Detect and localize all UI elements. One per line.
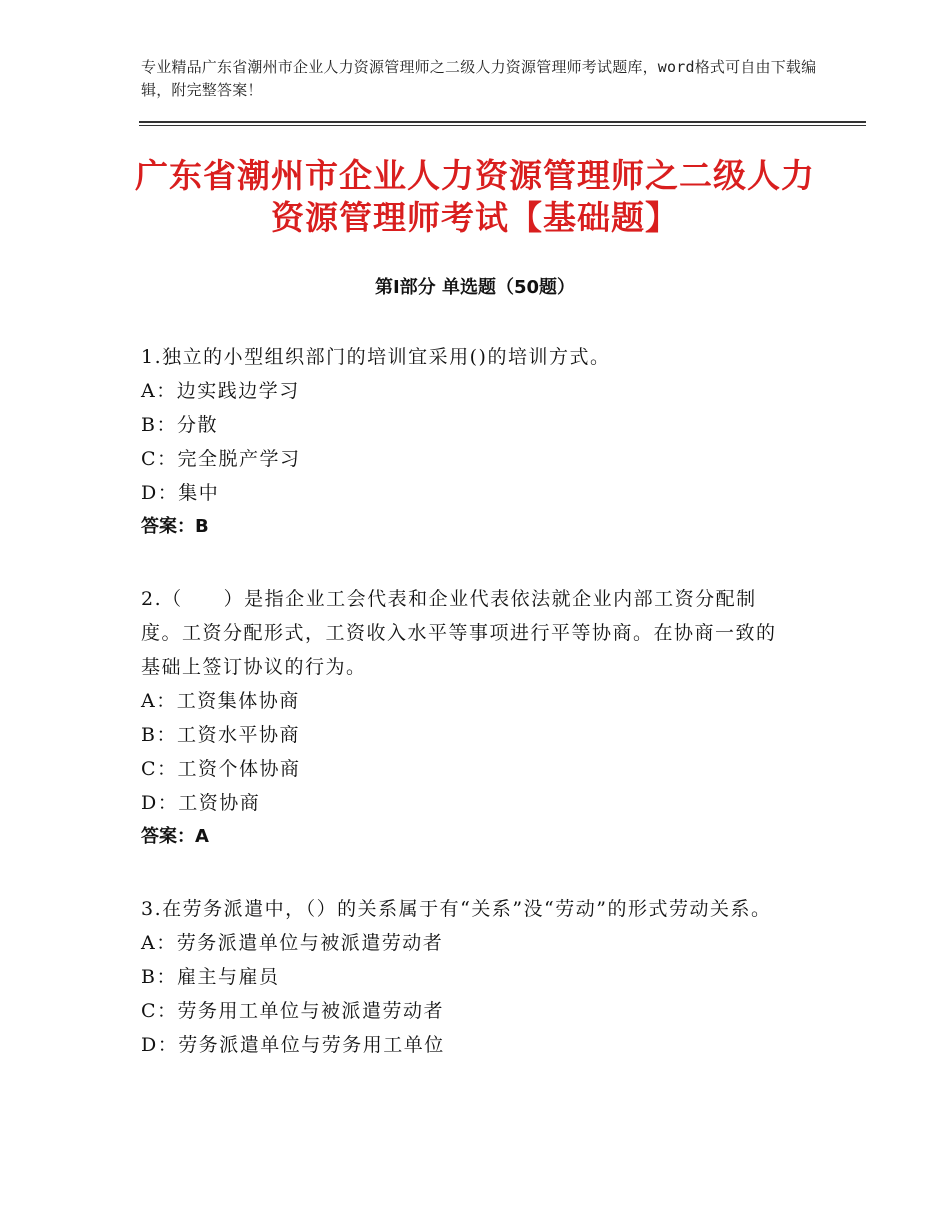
option-b: B：工资水平协商 [141,724,300,746]
question-3 [141,892,796,1062]
option-d: D：集中 [141,482,220,504]
option-c: C：完全脱产学习 [141,448,301,470]
question-2 [141,582,796,854]
question-list [141,340,796,1100]
header-rule-thin [139,125,866,126]
option-b: B：分散 [141,414,218,436]
section-title: 第Ⅰ部分 单选题（50题） [374,277,575,298]
question-stem: 2.（ ）是指企业工会代表和企业代表依法就企业内部工资分配制度。工资分配形式，工资收入水平等事项进行平等协商。在协商一致的基础上签订协议的行为。 [141,588,777,678]
option-d: D：劳务派遣单位与劳务用工单位 [141,1034,445,1056]
option-c: C：工资个体协商 [141,758,301,780]
option-a: A：工资集体协商 [141,690,300,712]
document-title: 广东省潮州市企业人力资源管理师之二级人力资源管理师考试【基础题】 [135,156,815,237]
answer: 答案：B [141,516,209,537]
header-note: 专业精品广东省潮州市企业人力资源管理师之二级人力资源管理师考试题库，word格式可自由下载编辑，附完整答案！ [141,58,817,99]
option-b: B：雇主与雇员 [141,966,280,988]
question-1 [141,340,796,544]
header-rule-thick [139,121,866,123]
question-stem: 3.在劳务派遣中，（）的关系属于有“关系”没“劳动”的形式劳动关系。 [141,898,772,920]
answer: 答案：A [141,826,209,847]
option-a: A：劳务派遣单位与被派遣劳动者 [141,932,444,954]
option-d: D：工资协商 [141,792,261,814]
option-c: C：劳务用工单位与被派遣劳动者 [141,1000,445,1022]
option-a: A：边实践边学习 [141,380,300,402]
question-stem: 1.独立的小型组织部门的培训宜采用()的培训方式。 [141,346,611,368]
